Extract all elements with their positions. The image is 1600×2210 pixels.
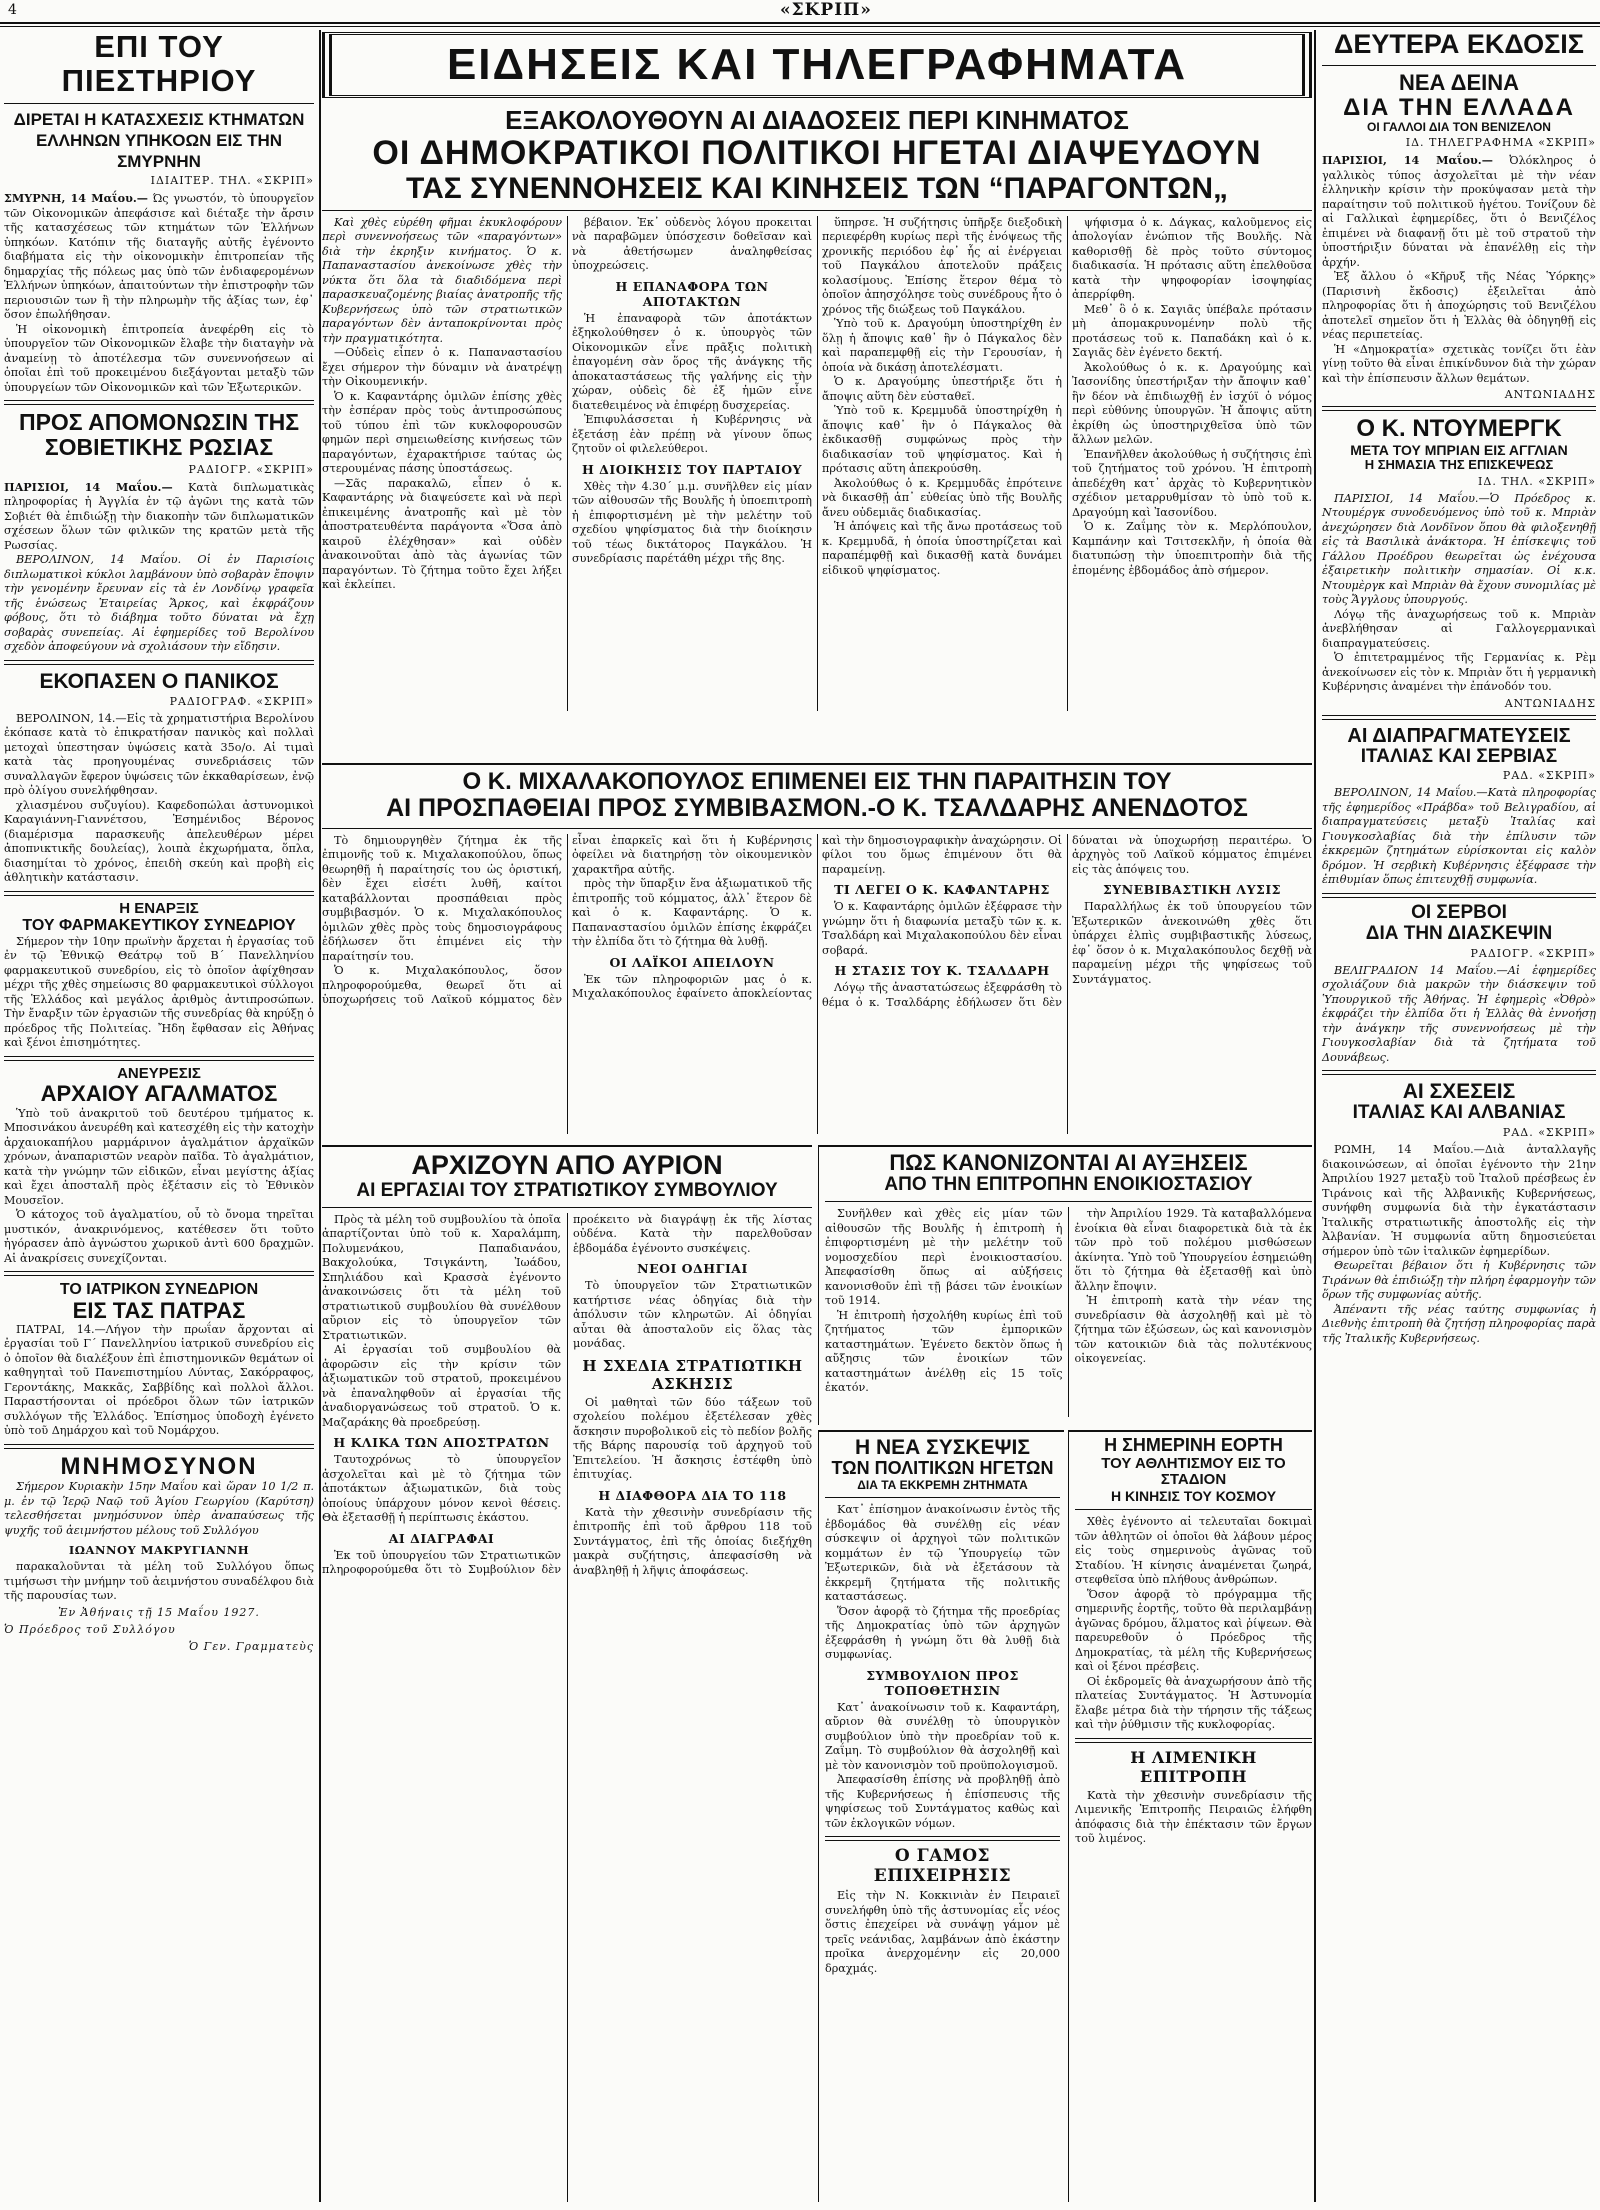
article-text: Χθὲς ἐγένοντο αἱ τελευταῖαι δοκιμαὶ τῶν ἀθλητῶν οἱ ὁποῖοι θὰ λάβουν μέρος εἰς τοὺς σημερινοὺς ἀγῶνας τοῦ Σταδίου. Ἡ κίνησις ἀναμένεται ζωηρά, στεφθεῖσα ὑπὸ πλήθους ἀνθρώπων.	[1075, 1515, 1312, 1587]
subheading: ΣΥΝΕΒΙΒΑΣΤΙΚΗ ΛΥΣΙΣ	[1102, 882, 1282, 898]
article-text: Ἀκολούθως ὁ κ. κ. Δραγούμης καὶ Ἰασονίδης ὑπεστήριξαν τὴν ἄποψιν καθ᾽ ἣν δέον νὰ ἐπιδιωχθῇ ἐν ἰσχύϊ ὁ νόμος περὶ εὐθύνης ὑπουργῶν. Ἡ ἄποψις αὕτη ἐκρίθη ὡς ὑποστηριχθεῖσα ὑπὸ τῶν ἄλλων μελῶν.	[1072, 360, 1312, 447]
article-text: ΒΕΛΙΓΡΑΔΙΟΝ 14 Μαΐου.—Αἱ ἐφημερίδες σχολιάζουν διὰ μακρῶν τὴν διάσκεψιν τοῦ Ὑπουργικοῦ τῆς Ἀθήνας. Ἡ ἐφημερὶς «Ὀθρὸ» ἐκφράζει τὴν ἐλπίδα ὅτι ἡ Ἑλλὰς θὰ ἐννοήσῃ τὴν ἀνάγκην τῆς συνεννοήσεως μὲ τὴν Γιουγκοσλαβίαν διὰ τὰ ζητήματα τοῦ Δουνάβεως.	[1322, 963, 1596, 1064]
leaders-meeting-story	[818, 1430, 1064, 2202]
article-title: ΕΙΣ ΤΑΣ ΠΑΤΡΑΣ	[72, 1297, 246, 1323]
story-headline: ΑΡΧΙΖΟΥΝ ΑΠΟ ΑΥΡΙΟΝ	[411, 1150, 723, 1180]
subheading: ΝΕΟΙ ΟΔΗΓΙΑΙ	[637, 1261, 748, 1277]
dateline: ΠΑΡΙΣΙΟΙ, 14 Μαΐου.—	[1322, 153, 1493, 168]
article-title: ΔΙΑ ΤΗΝ ΔΙΑΣΚΕΨΙΝ	[1365, 922, 1553, 944]
story-headline: Ο Κ. ΜΙΧΑΛΑΚΟΠΟΥΛΟΣ ΕΠΙΜΕΝΕΙ ΕΙΣ ΤΗΝ ΠΑΡΑΙΤΗΣΙΝ ΤΟΥ	[462, 768, 1172, 795]
mid-columns	[322, 834, 1312, 1134]
article-text: ΠΑΤΡΑΙ, 14.—Λήγον τὴν πρωΐαν ἄρχονται αἱ ἐργασίαι τοῦ Γ΄ Πανελληνίου ἰατρικοῦ συνεδρίου εἰς ὁ ὁποῖον θὰ διαλέξουν ἐπὶ ἐπιστημονικῶν θεμάτων οἱ καθηγηταὶ τοῦ Πανεπιστημίου Λύντας, Σακόρραφος, Γεροντάκης, Μακκᾶς, Σαββίδης καὶ πολλοὶ ἄλλοι. Παραστήσονται οἱ πρόεδροι ὅλων τῶν ἰατρικῶν συλλόγων τῆς Ἑλλάδος. Ἐπίσημος ὑποδοχὴ ἐγένετο ὑπὸ τοῦ Δημάρχου καὶ τοῦ Νομάρχου.	[4, 1322, 314, 1438]
army-council-story	[322, 1145, 812, 2202]
article-text: Ἡ ἐπιτροπὴ κατὰ τὴν νέαν της συνεδρίασιν θὰ ἀσχοληθῇ καὶ μὲ τὸ ζήτημα τῶν ἐξώσεων, ὡς καὶ κανονισμὸν τῶν κατοικιῶν διὰ τὰς πολυτέκνους οἰκογενείας.	[1074, 1294, 1312, 1366]
article-text: Ὑπὸ τοῦ κ. Δραγούμη ὑποστηρίχθη ἐν ὅλῃ ἡ ἄποψις καθ᾽ ἣν ὁ Πάγκαλος δὲν καὶ παραπεμφθῇ εἰς τὴν Γερουσίαν, ἡ ὁποία νὰ δικάσῃ ἀποτελέσματι.	[822, 317, 1062, 374]
article-byline: ΡΑΔ. «ΣΚΡΙΠ»	[1502, 1126, 1596, 1140]
lead-deck: ΕΞΑΚΟΛΟΥΘΟΥΝ ΑΙ ΔΙΑΔΟΣΕΙΣ ΠΕΡΙ ΚΙΝΗΜΑΤΟΣ	[505, 106, 1129, 135]
subheading: Η ΕΠΑΝΑΦΟΡΑ ΤΩΝ ΑΠΟΤΑΚΤΩΝ	[615, 278, 769, 309]
article-title: Ο Κ. ΝΤΟΥΜΕΡΓΚ	[1356, 415, 1562, 443]
mid-story	[322, 763, 1312, 1143]
article-kicker: ΑΝΕΥΡΕΣΙΣ	[117, 1064, 201, 1082]
rent-story	[818, 1145, 1312, 1425]
article-text: Θεωρεῖται βέβαιον ὅτι ἡ Κυβέρνησις τῶν Τιράνων θὰ ἐπιδιώξῃ τὴν πλήρη ἐφαρμογὴν τῶν ὅρων τῆς συμφωνίας αὐτῆς.	[1322, 1259, 1596, 1302]
article-text: —Σᾶς παρακαλῶ, εἶπεν ὁ κ. Καφαντάρης νὰ διαψεύσετε καὶ νὰ περὶ ἐπικειμένης ἀνατροπῆς καὶ μὲ τὸν ἀποστρατευθέντα παράγοντα «Ὅσα ἀπὸ καιροῦ ἐλέχθησαν» καὶ οὐδὲν ἀνακοινοῦται ἀπὸ τὰς ἀγωνίας τῶν παραγόντων. Τὸ ζήτημα τοῦτο ἔχει λήξει καὶ ἐκλείπει.	[322, 476, 562, 592]
article-text: Παραλλήλως ἐκ τοῦ ὑπουργείου τῶν Ἐξωτερικῶν ἀνεκοινώθη χθὲς ὅτι ὑπάρχει ἐλπὶς συμβιβαστικῆς λύσεως, ἐφ᾽ ὅσον ὁ κ. Μιχαλακόπουλος δεχθῇ νὰ παραμείνῃ μέχρι τῆς ψηφίσεως τοῦ Συντάγματος.	[1072, 900, 1312, 986]
column-divider	[319, 30, 321, 2202]
article-text: Ἡ ἐπιτροπὴ ἠσχολήθη κυρίως ἐπὶ τοῦ ζητήματος τῶν ἐμπορικῶν καταστημάτων. Ἐγένετο δεκτὸν ὅπως ἡ αὔξησις τῶν ἐνοικίων τῶν καταστημάτων ἀνέλθῃ εἰς 15 τοῖς ἑκατόν.	[825, 1308, 1063, 1395]
article-byline: ΡΑΔΙΟΓΡ. «ΣΚΡΙΠ»	[188, 462, 314, 476]
article-text: Κατὰ τὴν χθεσινὴν συνεδρίασιν τῆς Λιμενικῆς Ἐπιτροπῆς Πειραιῶς ἐλήφθη ἀπόφασις διὰ τὴν ἐπέκτασιν τῶν ἔργων τοῦ λιμένος.	[1075, 1788, 1312, 1846]
article-title: ΟΙ ΓΑΛΛΟΙ ΔΙΑ ΤΟΝ ΒΕΝΙΖΕΛΟΝ	[1367, 120, 1551, 135]
article-text: Ἡ οἰκονομικὴ ἐπιτροπεία ἀνεφέρθη εἰς τὸ ὑπουργεῖον τῶν Οἰκονομικῶν ἔλαβε τὴν διαταγὴν νὰ ἀναμείνῃ τὸ ἀποτέλεσμα τῶν συνεννοήσεων αἱ ὁποῖαι ἐπὶ τοῦ προκειμένου διεξάγονται μεταξὺ τῶν ὑπουργείων τῶν Οἰκονομικῶν καὶ τῶν Ἐξωτερικῶν.	[4, 322, 314, 394]
article-italy-serbia	[1322, 725, 1596, 888]
article-second-edition	[1322, 30, 1596, 401]
article-text: Αἱ ἐργασίαι τοῦ συμβουλίου θὰ ἀφορῶσιν εἰς τὴν κρίσιν τῶν ἀξιωματικῶν τοῦ στρατοῦ, προκειμένου νὰ ἐπαναληφθοῦν αἱ ἐργασίαι τῆς ἀναδιοργανώσεως τοῦ στρατοῦ. Ὁ κ. Μαζαράκης θὰ προεδρεύσῃ.	[322, 1343, 561, 1429]
signature: ΑΝΤΩΝΙΑΔΗΣ	[1504, 696, 1596, 710]
article-text: Ἀπέναντι τῆς νέας ταύτης συμφωνίας ἡ Διεθνὴς ἐπιτροπὴ θὰ ζητήσῃ πληροφορίας παρὰ τῆς Ἰταλικῆς Κυβερνήσεως.	[1322, 1302, 1596, 1345]
notice-signature: Ὁ Πρόεδρος τοῦ Συλλόγου	[4, 1622, 176, 1636]
notice-signature: Ὁ Γεν. Γραμματεὺς	[188, 1639, 314, 1653]
article-text: τὴν Ἀπριλίου 1929. Τὰ καταβαλλόμενα ἐνοίκια θὰ εἶναι διαφορετικὰ διὰ τὰ ἐκ τῶν πρὸ τοῦ πολέμου μισθώσεων ἀκίνητα. Ὑπὸ τοῦ Ὑπουργείου ἐσημειώθη ὅτι τὸ ζήτημα θὰ ἐξετασθῇ καὶ ὑπὸ ἄλλην ἔποψιν.	[1074, 1207, 1312, 1293]
story-headline: ΑΙ ΠΡΟΣΠΑΘΕΙΑΙ ΠΡΟΣ ΣΥΜΒΙΒΑΣΜΟΝ.-Ο Κ. ΤΣΑΛΔΑΡΗΣ ΑΝΕΝΔΟΤΟΣ	[386, 794, 1248, 823]
article-kicker: ΕΠΙ ΤΟΥ ΠΙΕΣΤΗΡΙΟΥ	[61, 30, 257, 99]
article-title: ΑΙ ΔΙΑΠΡΑΓΜΑΤΕΥΣΕΙΣ	[1347, 724, 1571, 747]
article-text: Κατ᾽ ἀνακοίνωσιν τοῦ κ. Καφαντάρη, αὔριον θὰ συνέλθῃ τὸ ὑπουργικὸν συμβούλιον ὑπὸ τὴν προεδρίαν τοῦ κ. Ζαΐμη. Τὸ συμβούλιον θὰ ἀσχοληθῇ καὶ μὲ τὸν κανονισμὸν τοῦ προϋπολογισμοῦ.	[825, 1700, 1060, 1772]
article-text: ΡΩΜΗ, 14 Μαΐου.—Διὰ ἀνταλλαγῆς διακοινώσεων, αἱ ὁποῖαι ἐγένοντο τὴν 21ην Ἀπριλίου 1927 μεταξὺ τοῦ Ἰταλοῦ πρέσβεως ἐν Τιράνοις καὶ τῆς Ἀλβανικῆς Κυβερνήσεως, συνήφθη συμφωνία διὰ τὴν ἐγκατάστασιν Ἰταλικῆς στρατιωτικῆς ἀποστολῆς εἰς τὴν Ἀλβανίαν. Ἡ συμφωνία αὕτη δημοσιεύεται σήμερον ὑπὸ τῶν ἰταλικῶν ἐφημερίδων.	[1322, 1143, 1596, 1258]
article-kicker: ΤΟ ΙΑΤΡΙΚΟΝ ΣΥΝΕΔΡΙΟΝ	[59, 1281, 259, 1299]
article-text: —Οὐδεὶς εἶπεν ὁ κ. Παπαναστασίου ἔχει σήμερον τὴν δύναμιν νὰ ἀνατρέψῃ τὴν Οἰκουμενικήν.	[322, 346, 562, 389]
main-section	[322, 30, 1312, 2202]
story-headline: Η ΝΕΑ ΣΥΣΚΕΨΙΣ	[855, 1436, 1030, 1459]
article-title: ΔΙΑ ΤΗΝ ΕΛΛΑΔΑ	[1343, 93, 1575, 121]
article-text: Ώς γνωστόν, τὸ ὑπουργεῖον τῶν Οἰκονομικῶν ἀπεφάσισε καὶ διέταξε τὴν ἄρσιν τῆς κατασχέσεως τῶν κτημάτων τῶν Ἑλλήνων ὑπηκόων. Κατόπιν τῆς διαταγῆς αὐτῆς ἐγένοντο διαβήματα εἰς τὴν οἰκονομικὴν ἐπιτροπείαν τῆς δημαρχίας τῆς πόλεως μας ὑπὸ τῶν ἐνδιαφερομένων Ἑλλήνων ὑπηκόων, ἀπαιτούντων τὴν ἐπιστροφὴν τῶν περιουσιῶν των ἢ τὴν πληρωμὴν τῆς ἀξίας των, ἐφ᾽ ὅσον ἐπωλήθησαν.	[4, 192, 314, 322]
article-text: Ἐπιφυλάσσεται ἡ Κυβέρνησις νὰ ἐξετάσῃ ἐὰν πρέπῃ νὰ γίνουν ὅπως ζητοῦν οἱ φιλελεύθεροι.	[572, 413, 812, 456]
notice-date: Ἐν Ἀθήναις τῇ 15 Μαΐου 1927.	[58, 1605, 260, 1619]
story-headline: ΑΠΟ ΤΗΝ ΕΠΙΤΡΟΠΗΝ ΕΝΟΙΚΙΟΣΤΑΣΙΟΥ	[884, 1174, 1253, 1196]
notice-text: παρακαλοῦνται τὰ μέλη τοῦ Συλλόγου ὅπως τιμήσωσι τὴν μνήμην τοῦ ἀειμνήστου συναδέλφου διὰ τῆς παρουσίας των.	[4, 1560, 314, 1603]
article-panic	[4, 670, 314, 886]
article-text: Τὸ ὑπουργεῖον τῶν Στρατιωτικῶν κατήρτισε νέας ὁδηγίας διὰ τὴν ἀπόλυσιν τῶν κληρωτῶν. Αἱ ὁδηγίαι αὗται θὰ ἀποσταλοῦν εἰς ὅλας τὰς μονάδας.	[573, 1279, 812, 1351]
page-header	[0, 0, 1600, 20]
article-byline: ΙΔ. ΤΗΛ. «ΣΚΡΙΠ»	[1478, 474, 1596, 488]
article-title: ΝΕΑ ΔΕΙΝΑ	[1398, 69, 1520, 95]
story-headline: ΤΟΥ ΑΘΛΗΤΙΣΜΟΥ ΕΙΣ ΤΟ ΣΤΑΔΙΟΝ	[1101, 1454, 1286, 1489]
article-text: Ὅσον ἀφορᾷ τὸ πρόγραμμα τῆς σημερινῆς ἑορτῆς, τοῦτο θὰ περιλαμβάνῃ ἀγῶνας δρόμου, ἅλματος καὶ ῥίψεων. Θὰ παρευρεθοῦν ὁ Πρόεδρος τῆς Δημοκρατίας, τὰ μέλη τῆς Κυβερνήσεως καὶ οἱ ξένοι πρέσβεις.	[1075, 1587, 1312, 1674]
article-text: χλιασμένου συζυγίου). Καφεδοπώλαι ἀστυνομικοὶ Καραγιάννη-Γιαννέτσου, Ἐσημένιδος Βέρονος (διαμέρισμα παρασκευῆς ἀπελευθέρων μέρει ἀποπνικτικῆς δουλείας), λοιπὰ ἐκχωρήματα, ὅπλα, διασημίται τὸ χρόνος, ἐπειδὴ σκεύη καὶ προβὴ εἰς ἀθλητικὴν κατάστασιν.	[4, 798, 314, 885]
article-title: ΤΟΥ ΦΑΡΜΑΚΕΥΤΙΚΟΥ ΣΥΝΕΔΡΙΟΥ	[22, 917, 296, 935]
article-title: ΑΡΧΑΙΟΥ ΑΓΑΛΜΑΤΟΣ	[40, 1081, 278, 1107]
article-text: ΠΑΡΙΣΙΟΙ, 14 Μαΐου.—Ὁ Πρόεδρος κ. Ντουμέργκ συνοδευόμενος ὑπὸ τοῦ κ. Μπριὰν ἀνεχώρησεν διὰ Λονδῖνον ὅπου θὰ φιλοξενηθῇ εἰς τὰ Βασιλικὰ ἀνάκτορα. Ἡ ἐπίσκεψις τοῦ Γάλλου Προέδρου θεωρεῖται ὡς ἐνέχουσα ἐξαιρετικὴν πολιτικὴν σημασίαν. Οἱ κ.κ. Ντουμὲργκ καὶ Μπριὰν θὰ ἔχουν συνομιλίας μὲ τοὺς Ἄγγλους ὑπουργούς.	[1322, 491, 1596, 607]
notice-name: ΙΩΑΝΝΟΥ ΜΑΚΡΥΓΙΑΝΝΗ	[68, 1543, 250, 1558]
article-title: ΔΙΡΕΤΑΙ Η ΚΑΤΑΣΧΕΣΙΣ ΚΤΗΜΑΤΩΝ ΕΛΛΗΝΩΝ ΥΠΗΚΟΩΝ ΕΙΣ ΤΗΝ ΣΜΥΡΝΗΝ	[13, 110, 305, 172]
article-soviet	[4, 410, 314, 655]
article-text: ὕπηρσε. Ἡ συζήτησις ὑπῆρξε διεξοδικὴ περιεφέρθη κυρίως περὶ τῆς ἐνόψεως τῆς χρονικῆς περιόδου ἐφ᾽ ἧς αἱ ἐνέργειαι τοῦ Παγκάλου ἀποτελοῦν πράξεις κολασίμους. Ἐπίσης ἕτερον θέμα τὸ ὁποῖον ἀπησχόλησε τοὺς συνέδρους ἦτο ὁ χρόνος τῆς διώξεως τοῦ Παγκάλου.	[822, 215, 1062, 316]
left-column	[0, 30, 318, 2202]
article-byline: ΙΔΙΑΙΤΕΡ. ΤΗΛ. «ΣΚΡΙΠ»	[150, 174, 314, 188]
header-rule-thin	[0, 26, 1600, 27]
notice-memorial	[4, 1454, 314, 1653]
article-text: Συνῆλθεν καὶ χθὲς εἰς μίαν τῶν αἰθουσῶν τῆς Βουλῆς ἡ ἐπιτροπὴ ἡ ἐπιφορτισμένη μὲ τὴν μελέτην τοῦ νομοσχεδίου περὶ ἐνοικιοστασίου. Ἀπεφασίσθη ὅπως αἱ αὐξήσεις κανονισθοῦν ἐπὶ τῇ βάσει τῶν ἐνοικίων τοῦ 1914.	[825, 1207, 1063, 1308]
article-text: Οἱ ἐκδρομεῖς θὰ ἀναχωρήσουν ἀπὸ τῆς πλατείας Συντάγματος. Ἡ Ἀστυνομία ἔλαβε μέτρα διὰ τὴν τήρησιν τῆς τάξεως καὶ τὴν ῥύθμισιν τῆς κυκλοφορίας.	[1075, 1674, 1312, 1732]
article-text: Λόγῳ τῆς ἀναστατώσεως ἐξεφράσθη τὸ θέμα ὁ κ. Τσαλδάρης ἐδήλωσεν ὅτι δὲν δύναται νὰ ὑποχωρήσῃ περαιτέρω. Ὁ ἀρχηγὸς τοῦ Λαϊκοῦ κόμματος ἐπιμένει εἰς τὰς ἀπόψεις του.	[822, 833, 1312, 1009]
article-text: Ἐκ τῶν πληροφοριῶν μας ὁ κ. Μιχαλακόπουλος ἐφαίνετο ἀποκλείοντας καὶ τὴν δημοσιογραφικὴν ἀναχώρησιν. Οἱ φίλοι του ὅμως ἐπιμένουν ὅτι θὰ παραμείνῃ.	[572, 833, 1062, 1001]
article-text: Ὁ κ. Μιχαλακόπουλος, ὅσον πληροφορούμεθα, θεωρεῖ ὅτι αἱ ὑποχωρήσεις τοῦ Λαϊκοῦ κόμματος δὲν εἶναι ἐπαρκεῖς καὶ ὅτι ἡ Κυβέρνησις ὀφείλει νὰ διατηρήσῃ τὸν οἰκουμενικὸν χαρακτῆρα αὐτῆς.	[322, 833, 812, 1007]
page-number: 4	[8, 2, 17, 18]
article-title: ΙΤΑΛΙΑΣ ΚΑΙ ΣΕΡΒΙΑΣ	[1360, 745, 1558, 767]
article-serbs	[1322, 903, 1596, 1065]
article-text: Ὀλόκληρος ὁ γαλλικὸς τύπος ἀσχολεῖται μὲ τὴν νέαν ἑλληνικὴν κρίσιν τὴν προκύψασαν μετὰ τὴν παραίτησιν τοῦ πολιτικοῦ ἡγέτου. Τονίζουν δὲ αἱ Γαλλικαὶ ἐφημερίδες, ὅτι ὁ Βενιζέλος ἐπιμένει νὰ διαφανῇ ὅτι μὲ τοῦ στρατοῦ τὴν ὑποστήριξιν δύναται νὰ ἐπανέλθῃ εἰς τὴν ἀρχήν.	[1322, 154, 1597, 269]
subheading: Η ΛΙΜΕΝΙΚΗ ΕΠΙΤΡΟΠΗ	[1130, 1747, 1257, 1786]
story-headline: ΑΙ ΕΡΓΑΣΙΑΙ ΤΟΥ ΣΤΡΑΤΙΩΤΙΚΟΥ ΣΥΜΒΟΥΛΙΟΥ	[356, 1179, 778, 1201]
article-medical	[4, 1281, 314, 1439]
lead-headline: ΟΙ ΔΗΜΟΚΡΑΤΙΚΟΙ ΠΟΛΙΤΙΚΟΙ ΗΓΕΤΑΙ ΔΙΑΨΕΥΔΟΥΝ	[372, 133, 1262, 172]
article-text: Κατ᾽ ἐπίσημον ἀνακοίνωσιν ἐντὸς τῆς ἑβδομάδος θὰ συνέλθῃ εἰς νέαν σύσκεψιν οἱ ἀρχηγοὶ τῶν πολιτικῶν κομμάτων ἐν τῷ Ὑπουργείῳ τῶν Ἐξωτερικῶν, διὰ νὰ ἐξετάσουν τὰ ἐκκρεμῆ ζητήματα τῆς πολιτικῆς καταστάσεως.	[825, 1503, 1060, 1604]
article-text: Ὁ κάτοχος τοῦ ἀγαλματίου, οὗ τὸ ὄνομα τηρεῖται μυστικόν, ἀνακρινόμενος, κατέθεσεν ὅτι τοῦτο ἠγόρασεν ἀπὸ ἀγνώστου χωρικοῦ ἀντὶ 600 δραχμῶν. Αἱ ἀνακρίσεις συνεχίζονται.	[4, 1208, 314, 1265]
article-pharma	[4, 901, 314, 1051]
story-headline: Η ΚΙΝΗΣΙΣ ΤΟΥ ΚΟΣΜΟΥ	[1110, 1487, 1277, 1504]
subheading: ΟΙ ΛΑΪΚΟΙ ΑΠΕΙΛΟΥΝ	[609, 954, 775, 970]
section-banner	[322, 32, 1312, 98]
article-text: Σήμερον τὴν 10ην πρωϊνὴν ἄρχεται ἡ ἐργασίας τοῦ ἐν τῷ Ἐθνικῷ Θεάτρῳ τοῦ Β΄ Πανελληνίου φαρμακευτικοῦ συνεδρίου, εἰς τὸ ὁποῖον ἀφίχθησαν μέχρι τῆς χθὲς σημείωσις 80 φαρμακευτικοὶ σύλλογοι τῆς Ἑλλάδος καὶ μεγάλος ἀριθμὸς ἀντιπροσώπων. Τὴν ἔναρξιν τῶν ἐργασιῶν τῆς συνεδρίας θὰ κηρύξῃ ὁ πρόεδρος τῆς Πολιτείας. Ἤδη ἔφθασαν εἰς Ἀθήνας καὶ ξένοι ἐπισημότητες.	[4, 934, 314, 1050]
article-text: ΒΕΡΟΛΙΝΟΝ, 14 Μαΐου. Οἱ ἐν Παρισίοις διπλωματικοὶ κύκλοι λαμβάνουν ὑπὸ σοβαρὰν ἔποψιν τὴν γενομένην ἔρευναν εἰς τὰ ἐν Λονδίνῳ γραφεῖα τῆς ἑνώσεως Ἑταιρείας Ἄρκος, καὶ ἐκφράζουν φόβους, ὅτι τὸ διάβημα τοῦτο δύναται νὰ ἔχῃ σοβαρὰς συνεπείας. Αἱ ἐφημερίδες τοῦ Βερολίνου σχεδὸν ἀποφεύγουν νὰ σχολιάσουν τὴν εἴδησιν.	[4, 553, 314, 654]
article-text: Ὑπὸ τοῦ κ. Κρεμμυδᾶ ὑποστηρίχθη ἡ ἄποψις καθ᾽ ἣν ὁ Πάγκαλος θὰ ἐκδικασθῇ συμφώνως πρὸς τὴν διαδικασίαν τοῦ ψηφίσματος. Καὶ ἡ πρότασις αὕτη ἀπεκρούσθη.	[822, 404, 1062, 476]
article-text: Ἐξ ἄλλου ὁ «Κῆρυξ τῆς Νέας Ὑόρκης» (Παρισινὴ ἔκδοσις) ἐξειλεῖται ἀπὸ πληροφορίας ὅτι ἡ ἀποχώρησις τοῦ Βενιζέλου ἀποτελεῖ σημεῖον ὅτι ἡ Ἑλλὰς θὰ ὁδηγηθῇ εἰς νέας περιπετείας.	[1322, 270, 1596, 342]
notice-text: Σήμερον Κυριακὴν 15ην Μαΐου καὶ ὥραν 10 1/2 π. μ. ἐν τῷ Ἱερῷ Ναῷ τοῦ Ἁγίου Γεωργίου (Καρύτση) τελεσθήσεται μνημόσυνον ὑπὲρ ἀναπαύσεως τῆς ψυχῆς τοῦ ἀειμνήστου μέλους τοῦ Συλλόγου	[4, 1480, 314, 1537]
article-text: Ἡ «Δημοκρατία» σχετικὰς τονίζει ὅτι ἐὰν γίνῃ τοῦτο θὰ εἶναι ἐπικίνδυνον διὰ τὴν χώραν καὶ τὴν ἐπίσπευσιν ἄλλων θεμάτων.	[1322, 342, 1596, 385]
subheading: Η ΚΛΙΚΑ ΤΩΝ ΑΠΟΣΤΡΑΤΩΝ	[333, 1435, 550, 1451]
article-italy-albania	[1322, 1080, 1596, 1346]
article-text: Λόγῳ τῆς ἀναχωρήσεως τοῦ κ. Μπριὰν ἀνεβλήθησαν αἱ Γαλλογερμανικαὶ διαπραγματεύσεις.	[1322, 607, 1596, 650]
subheading: Η ΔΙΟΙΚΗΣΙΣ ΤΟΥ ΠΑΡΤΑΙΟΥ	[581, 461, 803, 477]
article-text: Χθὲς τὴν 4.30΄ μ.μ. συνῆλθεν εἰς μίαν τῶν αἰθουσῶν τῆς Βουλῆς ἡ ὑποεπιτροπὴ ἡ ἐπιφορτισμένη μὲ τὴν μελέτην τοῦ σχεδίου ψηφίσματος διὰ τὴν διοίκησιν τοῦ τέως δικτάτορος Παγκάλου. Ἡ συνεδρίασις παρέτάθη μέχρι τῆς 8ης.	[572, 479, 812, 566]
article-text: βέβαιον. Ἐκ᾽ οὐδενὸς λόγου προκειται νὰ παραβῶμεν ὑπόσχεσιν δοθεῖσαν καὶ νὰ ἀθετήσωμεν ἀναληφθείσας ὑποχρεώσεις.	[572, 215, 812, 273]
article-text: Ὁ κ. Δραγούμης ὑπεστήριξε ὅτι ἡ ἄποψις αὕτη δὲν εὐσταθεῖ.	[822, 375, 1062, 403]
section-title: ΕΙΔΗΣΕΙΣ ΚΑΙ ΤΗΛΕΓΡΑΦΗΜΑΤΑ	[446, 40, 1188, 89]
column-divider	[1314, 30, 1316, 2202]
article-text: Οἱ μαθηταὶ τῶν δύο τάξεων τοῦ σχολείου πολέμου ἐξετέλεσαν χθὲς ἄσκησιν πυροβολικοῦ εἰς τὸ πεδίον βολῆς τῆς Βάρης παρουσίᾳ τοῦ ἀρχηγοῦ τοῦ Ἐπιτελείου. Ἡ ἄσκησις ἐστέφθη ὑπὸ ἐπιτυχίας.	[573, 1395, 812, 1482]
article-statue	[4, 1066, 314, 1266]
article-text: Καὶ χθὲς εὑρέθη φῆμαι ἐκυκλοφόρουν περὶ συνεννοήσεως τῶν «παραγόντων» διὰ τὴν ἐκρηξιν κινήματος. Ὁ κ. Παπαναστασίου ἀνεκοίνωσε χθὲς τὴν νύκτα ὅτι ὅλα τὰ διαδιδόμενα περὶ παρασκευαζομένης βιαίας ἀνατροπῆς τῆς Κυβερνήσεως ὑπὸ τῶν στρατιωτικῶν παραγόντων δὲν ἀνταποκρίνονται πρὸς τὴν πραγματικότητα.	[322, 215, 562, 345]
article-text: Ἐκ τοῦ ὑπουργείου τῶν Στρατιωτικῶν πληροφορούμεθα ὅτι τὸ Συμβούλιον δὲν προέκειτο νὰ διαγράψῃ ἐκ τῆς λίστας οὐδένα. Κατὰ τὴν παρελθοῦσαν ἑβδομάδα ἐγένοντο συσκέψεις.	[322, 1212, 812, 1577]
article-title: ΑΙ ΣΧΕΣΕΙΣ	[1402, 1080, 1516, 1104]
rent-columns	[825, 1207, 1312, 1417]
article-byline: ΡΑΔΙΟΓΡ. «ΣΚΡΙΠ»	[1470, 946, 1596, 960]
army-columns	[322, 1213, 812, 2202]
story-headline: ΔΙΑ ΤΑ ΕΚΚΡΕΜΗ ΖΗΤΗΜΑΤΑ	[857, 1477, 1028, 1492]
dateline: ΠΑΡΙΣΙΟΙ, 14 Μαΐου.—	[4, 479, 173, 494]
article-text: Ὅσον ἀφορᾷ τὸ ζήτημα τῆς προεδρίας τῆς Δημοκρατίας ὑπὸ τῶν ἀρχηγῶν ἐξεφράσθη ἡ γνώμη ὅτι θὰ λυθῇ διὰ συμφωνίας.	[825, 1604, 1060, 1662]
article-text: Τὸ δημιουργηθὲν ζήτημα ἐκ τῆς ἐπιμονῆς τοῦ κ. Μιχαλακοπούλου, ὅπως θεωρηθῇ ἡ παραίτησίς του ὡς ὁριστική, δὲν ἔχει εἰσέτι λυθῆ, καίτοι καταβάλλονται προσπάθειαι πρὸς συμβιβασμόν. Ὁ κ. Μιχαλακόπουλος ὁμιλῶν χθὲς πρὸς τοὺς δημοσιογράφους ἐδήλωσεν ὅτι ἐπιμένει εἰς τὴν παραίτησίν του.	[322, 833, 562, 963]
article-title: ΠΡΟΣ ΑΠΟΜΟΝΩΣΙΝ ΤΗΣ ΣΟΒΙΕΤΙΚΗΣ ΡΩΣΙΑΣ	[18, 409, 300, 461]
article-title: ΜΕΤΑ ΤΟΥ ΜΠΡΙΑΝ ΕΙΣ ΑΓΓΛΙΑΝ	[1350, 441, 1568, 458]
subheading: ΣΥΜΒΟΥΛΙΟΝ ΠΡΟΣ ΤΟΠΟΘΕΤΗΣΙΝ	[866, 1667, 1019, 1698]
subheading: Η ΣΧΕΔΙΑ ΣΤΡΑΤΙΩΤΙΚΗ ΑΣΚΗΣΙΣ	[582, 1356, 803, 1393]
article-text: πρὸς τὴν ὕπαρξιν ἕνα ἀξιωματικοῦ τῆς ἐπιτροπῆς τοῦ κόμματος, ἀλλ᾽ ἕτερον δὲ καὶ ὁ κ. Καφαντάρης. Ὁ κ. Παπαναστασίου ὁμιλῶν ἐπίσης ἐκφράζει τὴν ἐλπίδα ὅτι τὸ ζήτημα θὰ λυθῇ.	[572, 877, 812, 949]
article-text: Ἡ ἀπόψεις καὶ τῆς ἄνω προτάσεως τοῦ κ. Κρεμμυδᾶ, ἡ ὁποία ὑποστηρίζεται καὶ παραπέμφθῇ καὶ δικασθῇ κατὰ δυνάμει εἰδικοῦ ψηφίσματος.	[822, 520, 1062, 577]
article-text: Μεθ᾽ ὃ ὁ κ. Σαγιᾶς ὑπέβαλε πρότασιν μὴ ἀπομακρυνομένην πολὺ τῆς προτάσεως τοῦ κ. Παπαδάκη καὶ ὁ κ. Σαγιᾶς δὲν ἐγένετο δεκτή.	[1072, 302, 1312, 360]
article-text: Ἀπεφασίσθη ἐπίσης νὰ προβληθῇ ἀπὸ τῆς Κυβερνήσεως ἡ ἐπίσπευσις τῆς ψηφίσεως τοῦ Συντάγματος καθὼς καὶ τῶν ἐκλογικῶν νόμων.	[825, 1773, 1060, 1830]
subheading: Ο ΓΑΜΟΣ ΕΠΙΧΕΙΡΗΣΙΣ	[873, 1846, 1012, 1887]
subheading: Η ΣΤΑΣΙΣ ΤΟΥ Κ. ΤΣΑΛΔΑΡΗ	[834, 963, 1050, 979]
lead-columns	[322, 216, 1312, 711]
dateline: ΣΜΥΡΝΗ, 14 Μαΐου.—	[4, 191, 148, 206]
article-title: ΟΙ ΣΕΡΒΟΙ	[1411, 901, 1507, 923]
article-text: Ὁ κ. Καφαντάρης ὁμιλῶν ἐπίσης χθὲς τὴν ἑσπέραν πρὸς τοὺς ἀντιπροσώπους τοῦ τύπου ἐπὶ τῶν κυκλοφορουσῶν φημῶν περὶ σημειωθείσης κινήσεως τῶν παραγόντων, ἐχαρακτήρισε ταύτας ὡς στερουμένας πάσης ὑποστάσεως.	[322, 389, 562, 476]
article-text: Ἀκολούθως ὁ κ. Κρεμμυδᾶς ἐπρότεινε νὰ δικασθῇ ἀπ᾽ εὐθείας ὑπὸ τῆς Βουλῆς ἄνευ οὐδεμιᾶς διαδικασίας.	[822, 476, 1062, 519]
subheading: ΤΙ ΛΕΓΕΙ Ο Κ. ΚΑΦΑΝΤΑΡΗΣ	[834, 882, 1050, 898]
article-text: Κατὰ διπλωματικὰς πληροφορίας ἡ Ἀγγλία ἐν τῷ ἀγῶνι της κατὰ τῶν Σοβιέτ θὰ ἐπιδιώξῃ τὴν διακοπὴν τῶν διπλωματικῶν σχέσεων ὅλων τῶν φιλικῶν της κρατῶν μετὰ τῆς Ρωσσίας.	[4, 480, 314, 552]
article-text: Πρὸς τὰ μέλη τοῦ συμβουλίου τὰ ὁποῖα ἀπαρτίζονται ὑπὸ τοῦ κ. Χαραλάμπη, Πολυμενάκου, Παπαδιανάου, Βακχολούκα, Τσιγκάντη, Ἰωάδου, Σπηλιάδου καὶ Κρασσὰ ἐγένοντο ἀνακοινώσεις ὅτι τὰ μέλη τοῦ στρατιωτικοῦ συμβουλίου θὰ συνέλθουν αὔριον εἰς τὸ ὑπουργεῖον τῶν Στρατιωτικῶν.	[322, 1212, 561, 1342]
article-kicker: Η ΕΝΑΡΞΙΣ	[119, 899, 199, 917]
subheading: Η ΔΙΑΦΘΟΡΑ ΔΙΑ ΤΟ 118	[598, 1487, 787, 1503]
article-smyrna	[4, 30, 314, 395]
article-title: Η ΣΗΜΑΣΙΑ ΤΗΣ ΕΠΙΣΚΕΨΕΩΣ	[1364, 457, 1554, 473]
article-text: Εἰς τὴν Ν. Κοκκινιὰν ἐν Πειραιεῖ συνελήφθη ὑπὸ τῆς ἀστυνομίας εἷς νέος ὅστις ἐπεχείρει νὰ συνάψῃ γάμον μὲ τρεῖς νεάνιδας, λαμβάνων ἀπὸ ἑκάστην προῖκα ἀνερχομένην εἰς 20,000 δραχμάς.	[825, 1889, 1060, 1975]
article-text: ψήφισμα ὁ κ. Δάγκας, καλοῦμενος εἰς ἀπολογίαν ἐνώπιον τῆς Βουλῆς. Νὰ καθορισθῇ δὲ πρὸς τοῦτο σύντομος διαδικασία. Ἡ πρότασις αὕτη ἐπελθοῦσα κατὰ τὴν ψηφοφορίαν ἰσοψηφίας ἀπερρίφθη.	[1072, 215, 1312, 302]
article-byline: ΙΔ. ΤΗΛΕΓΡΑΦΗΜΑ «ΣΚΡΙΠ»	[1405, 136, 1596, 150]
article-title: ΕΚΟΠΑΣΕΝ Ο ΠΑΝΙΚΟΣ	[39, 669, 279, 693]
article-doumergue	[1322, 416, 1596, 709]
article-text: ΒΕΡΟΛΙΝΟΝ, 14 Μαΐου.—Κατὰ πληροφορίας τῆς ἐφημερίδος «Πράβδα» τοῦ Βελιγραδίου, αἱ διαπραγματεύσεις μεταξὺ Ἰταλίας καὶ Γιουγκοσλαβίας διὰ τὴν ἐπίλυσιν τῶν ἐκκρεμῶν ζητημάτων εὑρίσκονται εἰς καλὸν δρόμον. Ἡ σερβικὴ Κυβέρνησις ἐξέφρασε τὴν ἐπιθυμίαν ὅπως ἐπιτευχθῇ συμφωνία.	[1322, 786, 1596, 887]
article-text: Κατὰ τὴν χθεσινὴν συνεδρίασιν τῆς ἐπιτροπῆς ἐπὶ τοῦ ἄρθρου 118 τοῦ Συντάγματος, ἐπὶ τῆς ὁποίας διεξήχθη μακρὰ συζήτησις, ἀπεφασίσθη νὰ ἀναβληθῇ ἡ λῆψις ἀποφάσεως.	[573, 1505, 812, 1577]
article-text: Ὁ ἐπιτετραμμένος τῆς Γερμανίας κ. Ρὲμ ἀνεκοίνωσεν εἰς τὸν κ. Μπριὰν ὅτι ἡ γερμανικὴ Κυβέρνησις ἀναμένει τὴν ἐπάνοδόν του.	[1322, 651, 1596, 694]
lead-story	[322, 106, 1312, 761]
article-text: ΒΕΡΟΛΙΝΟΝ, 14.—Εἰς τὰ χρηματιστήρια Βερολίνου ἐκόπασε κατὰ τὸ ἐπικρατήσαν πανικὸς καὶ πολλαὶ μετοχαὶ ὑπεστησαν ὑψώσεις κατὰ 35ο/ο. Αἱ τιμαὶ κατὰ τὰς προηγουμένας συνεδριάσεις τῶν συναλλαγῶν ἔφερον ὑψώσεις τῶν ἐκκαθαρίσεων, ἐνῷ πρὸ ὀλίγου συνελήφθησαν.	[4, 711, 314, 798]
masthead: «ΣΚΡΙΠ»	[780, 0, 872, 20]
article-text: Ὁ κ. Καφαντάρης ὁμιλῶν ἐξέφρασε τὴν γνώμην ὅτι ἡ διαφωνία μεταξὺ τῶν κ. κ. Τσαλδάρη καὶ Μιχαλακοπούλου δὲν εἶναι σοβαρά.	[822, 900, 1062, 957]
notice-title: ΜΝΗΜΟΣΥΝΟΝ	[60, 1452, 258, 1480]
subheading: ΑΙ ΔΙΑΓΡΑΦΑΙ	[388, 1530, 495, 1546]
story-headline: ΤΩΝ ΠΟΛΙΤΙΚΩΝ ΗΓΕΤΩΝ	[831, 1458, 1054, 1479]
article-text: Ταυτοχρόνως τὸ ὑπουργεῖον ἀσχολεῖται καὶ μὲ τὸ ζήτημα τῶν ἀποτάκτων ἀξιωματικῶν, διὰ τοὺς ὁποίους ὑπάρχουν μόνον κενοὶ θέσεις. Θὰ ἐξετασθῇ ἡ περίπτωσις ἑκάστου.	[322, 1453, 561, 1525]
article-byline: ΡΑΔΙΟΓΡΑΦ. «ΣΚΡΙΠ»	[169, 694, 314, 708]
header-rule	[0, 22, 1600, 24]
sports-story	[1068, 1430, 1312, 2202]
article-text: Ἐπανῆλθεν ἀκολούθως ἡ συζήτησις ἐπὶ τοῦ ζητήματος τοῦ χρόνου. Ἡ ἐπιτροπὴ ἀπεδέχθη κατ᾽ ἀρχὰς τὸ Κυβερνητικὸν σχέδιον μεταρρυθμίσαν τὸ ὑπὸ τοῦ κ. Δραγούμη καὶ Ἰασονίδου.	[1072, 447, 1312, 519]
story-headline: Η ΣΗΜΕΡΙΝΗ ΕΟΡΤΗ	[1104, 1435, 1283, 1455]
article-text: Ἡ ἐπαναφορὰ τῶν ἀποτάκτων ἐξηκολούθησεν ὁ κ. ὑπουργὸς τῶν Οἰκονομικῶν εἶνε πρᾶξις πολιτικὴ ἐπαγομένη σὰν ὅρος τῆς ἀνάγκης τῆς ἀποκαταστάσεως τῆς γαλήνης εἰς τὴν χώραν, οὐδεὶς δὲ ἐξ ἡμῶν εἶνε διατεθειμένος νὰ ἐπιφέρῃ δυσχερείας.	[572, 311, 812, 412]
signature: ΑΝΤΩΝΙΑΔΗΣ	[1504, 388, 1596, 402]
article-kicker: ΔΕΥΤΕΡΑ ΕΚΔΟΣΙΣ	[1333, 30, 1585, 59]
lead-headline: ΤΑΣ ΣΥΝΕΝΝΟΗΣΕΙΣ ΚΑΙ ΚΙΝΗΣΕΙΣ ΤΩΝ “ΠΑΡΑΓΟΝΤΩΝ„	[406, 171, 1228, 205]
article-text: Ὑπὸ τοῦ ἀνακριτοῦ τοῦ δευτέρου τμήματος κ. Μποσινάκου ἀνευρέθη καὶ κατεσχέθη εἰς τὴν κατοχὴν ἀρχαιοκαπήλου μαρμάρινον ἀγαλμάτιον ἀρχαϊκῶν χρόνων, ἀναπαριστῶν νεαρὸν παῖδα. Τὸ ἀγαλμάτιον, κατὰ τὴν γνώμην τῶν εἰδικῶν, εἶναι μεγίστης ἀξίας καὶ ἔχει ἀποσταλῆ πρὸς ἐξέτασιν εἰς τὸ Ἐθνικὸν Μουσεῖον.	[4, 1106, 314, 1207]
article-title: ΙΤΑΛΙΑΣ ΚΑΙ ΑΛΒΑΝΙΑΣ	[1352, 1102, 1566, 1124]
article-byline: ΡΑΔ. «ΣΚΡΙΠ»	[1502, 769, 1596, 783]
right-column	[1318, 30, 1600, 2202]
story-headline: ΠΩΣ ΚΑΝΟΝΙΖΟΝΤΑΙ ΑΙ ΑΥΞΗΣΕΙΣ	[889, 1150, 1248, 1175]
article-text: Ὁ κ. Ζαΐμης τὸν κ. Μερλόπουλον, Καμπάνην καὶ Τσιτσεκλῆν, ἡ ὁποία θὰ διατυπώσῃ τὴν ὑποεπιτροπὴν διὰ τῆς ἐπομένης ἑβδομάδος ἀπὸ σήμερον.	[1072, 520, 1312, 577]
